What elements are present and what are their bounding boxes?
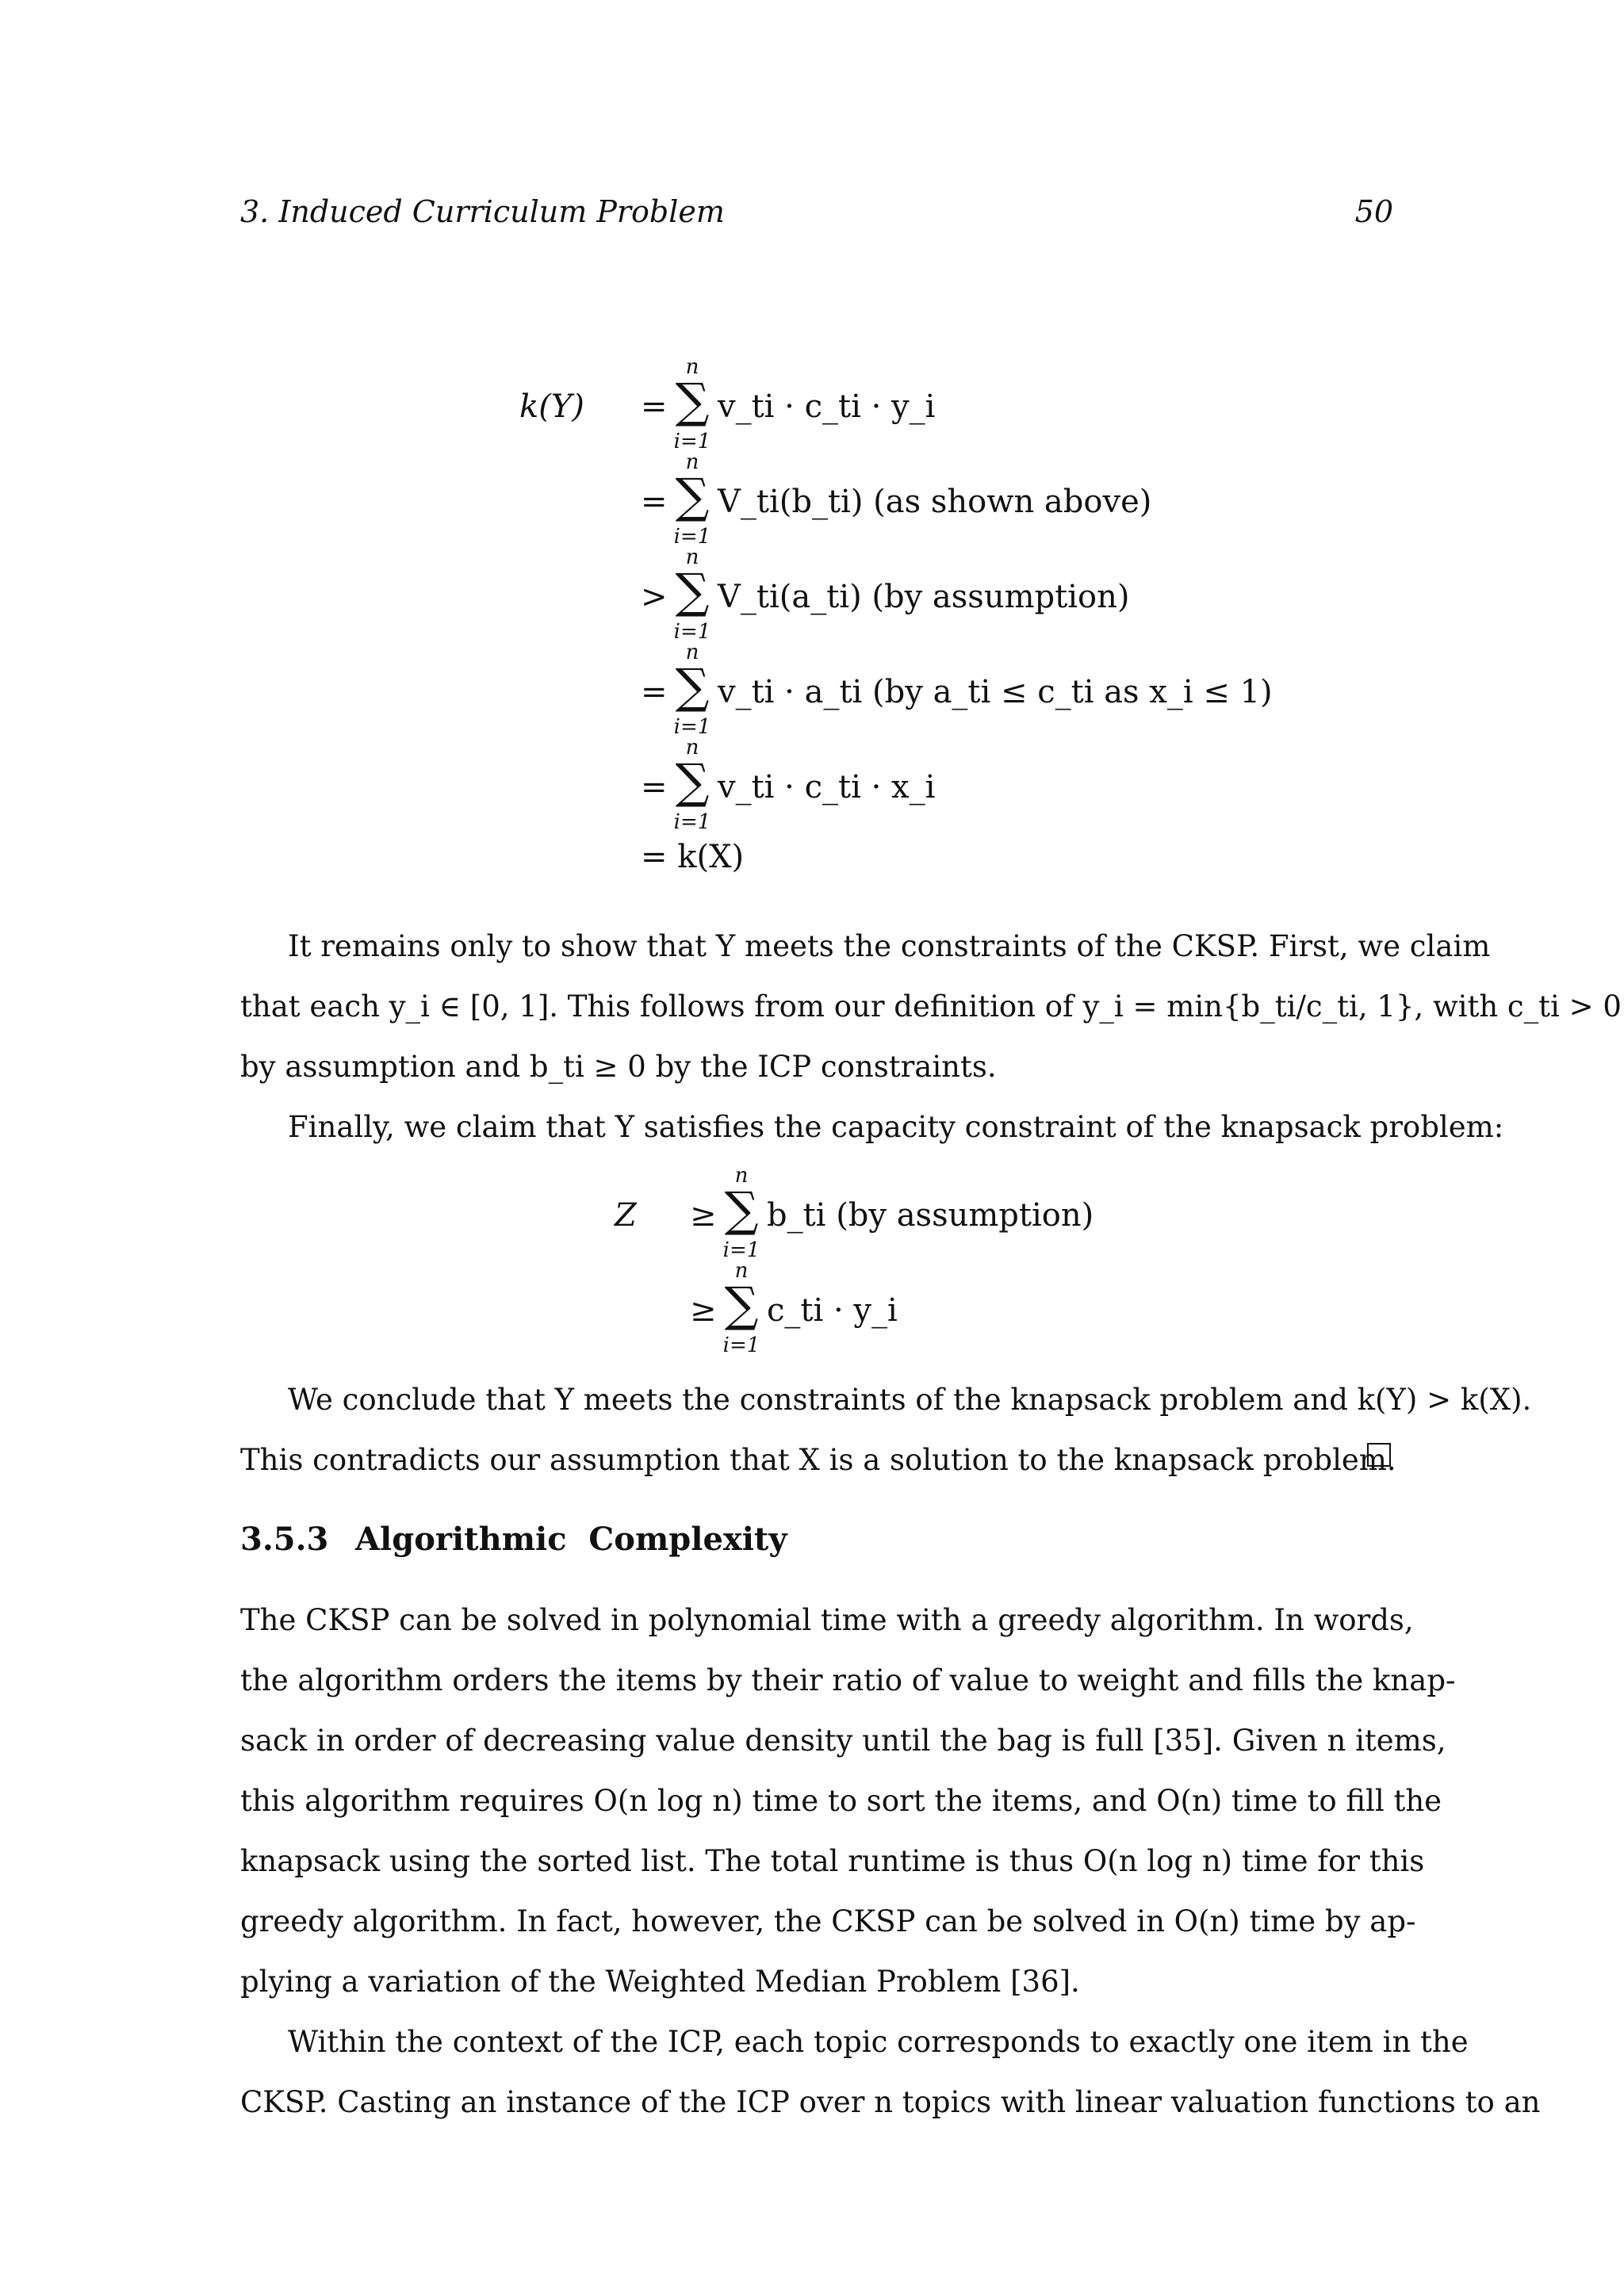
section-heading [240,1521,787,1558]
equation-relation: = [641,484,668,520]
sum-upper-limit: n [685,736,699,760]
text-line: the algorithm orders the items by their ratio of value to weight and fills the knap- [240,1663,1456,1697]
sum-lower-limit: i=1 [673,810,711,834]
equation-term: v_ti · c_ti · y_i [718,388,936,425]
sum-symbol: ∑ [675,564,710,619]
running-header-chapter: 3. Induced Curriculum Problem [240,194,725,229]
text-line: that each y_i ∈ [0, 1]. This follows from our definition of y_i = min{b_ti/c_ti, 1}, with c_ti > 0 [240,989,1622,1024]
sum-lower-limit: i=1 [722,1334,760,1357]
text-line: This contradicts our assumption that X is a solution to the knapsack problem. [240,1443,1396,1477]
equation-lhs: k(Y) [519,388,584,425]
paragraph-complexity [240,1590,1456,2012]
sum-symbol: ∑ [675,373,710,429]
sum-lower-limit: i=1 [673,715,711,739]
sum-lower-limit: i=1 [722,1238,760,1262]
sum-upper-limit: n [685,545,699,569]
text-line: CKSP. Casting an instance of the ICP over n topics with linear valuation functions to an [240,2085,1541,2119]
text-line: plying a variation of the Weighted Median Problem [36]. [240,1965,1080,1999]
equation-lhs: Z [615,1197,637,1234]
text-line: greedy algorithm. In fact, however, the CKSP can be solved in O(n) time by ap- [240,1904,1416,1938]
equation-term: c_ti · y_i [767,1292,898,1329]
equation-term: V_ti(b_ti) (as shown above) [718,484,1152,520]
text-line: knapsack using the sorted list. The total runtime is thus O(n log n) time for this [240,1844,1425,1878]
sum-lower-limit: i=1 [673,620,711,644]
equation-term: v_ti · a_ti (by a_ti ≤ c_ti as x_i ≤ 1) [718,674,1273,710]
sum-upper-limit: n [734,1164,749,1188]
sum-upper-limit: n [685,450,699,474]
text-line: We conclude that Y meets the constraints of the knapsack problem and k(Y) > k(X). [288,1383,1532,1417]
sum-symbol: ∑ [724,1277,759,1333]
equation-relation: = [641,674,668,710]
qed-box-icon [1367,1443,1391,1467]
text-line: Finally, we claim that Y satisfies the capacity constraint of the knapsack problem: [288,1110,1504,1144]
text-line: The CKSP can be solved in polynomial time with a greedy algorithm. In words, [240,1603,1414,1637]
equation-relation: ≥ [690,1292,717,1329]
equation-term: V_ti(a_ti) (by assumption) [718,579,1130,615]
equation-final: = k(X) [641,839,745,875]
sum-upper-limit: n [685,641,699,664]
equation-term: v_ti · c_ti · x_i [718,769,936,806]
sum-symbol: ∑ [675,754,710,809]
page-number: 50 [1354,194,1393,229]
section-title: Algorithmic Complexity [355,1521,787,1558]
text-line: It remains only to show that Y meets the constraints of the CKSP. First, we claim [288,929,1491,963]
equation-relation: = [641,388,668,425]
sum-symbol: ∑ [675,469,710,524]
paragraph-conclusion [240,1370,1532,1490]
text-line: by assumption and b_ti ≥ 0 by the ICP constraints. [240,1050,997,1084]
paragraph-icp-context [240,2012,1541,2133]
text-line: Within the context of the ICP, each topic corresponds to exactly one item in the [288,2025,1469,2059]
text-line: sack in order of decreasing value density until the bag is full [35]. Given n items, [240,1724,1446,1758]
sum-symbol: ∑ [724,1182,759,1238]
sum-upper-limit: n [685,355,699,379]
equation-relation: > [641,579,668,615]
text-line: this algorithm requires O(n log n) time to sort the items, and O(n) time to fill the [240,1784,1442,1818]
equation-term: b_ti (by assumption) [767,1197,1094,1234]
sum-symbol: ∑ [675,659,710,714]
equation-relation: = [641,769,668,806]
equation-relation: ≥ [690,1197,717,1234]
sum-upper-limit: n [734,1259,749,1283]
section-number: 3.5.3 [240,1521,329,1558]
sum-lower-limit: i=1 [673,525,711,549]
sum-lower-limit: i=1 [673,430,711,453]
